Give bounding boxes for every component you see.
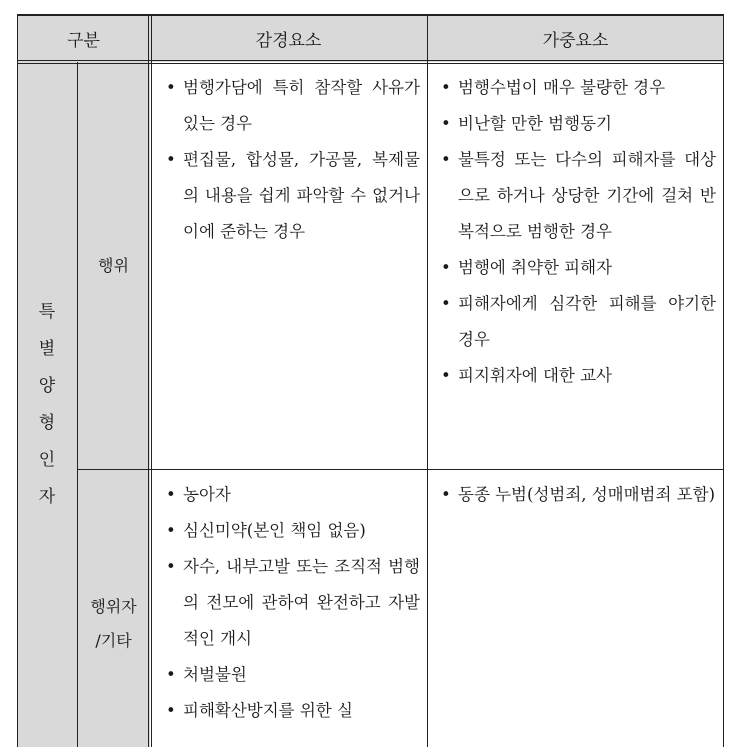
- col-divider-2b: [151, 14, 152, 747]
- border-left: [17, 14, 18, 747]
- header-rule-2: [17, 63, 724, 64]
- row-label-line: /기타: [95, 630, 132, 650]
- factor-item: • 비난할 만한 범행동기: [440, 106, 716, 142]
- row-act-aggravating-cell: [440, 70, 716, 394]
- header-rule-1: [17, 60, 724, 61]
- factor-item: • 심신미약(본인 책임 없음): [165, 513, 420, 549]
- factor-item: • 처벌불원: [165, 657, 420, 693]
- border-right: [723, 14, 724, 747]
- factor-item: • 농아자: [165, 477, 420, 513]
- section-label-char: 형: [38, 412, 56, 433]
- factor-item: • 편집물, 합성물, 가공물, 복제물의 내용을 쉽게 파악할 수 없거나 이에 준하는 경우: [165, 142, 420, 250]
- section-label-char: 별: [38, 338, 56, 359]
- header-mitigating: 감경요소: [150, 14, 427, 62]
- factor-item: • 범행에 취약한 피해자: [440, 250, 716, 286]
- factor-item: • 피해확산방지를 위한 실: [165, 693, 420, 729]
- factor-item: • 동종 누범(성범죄, 성매매범죄 포함): [440, 477, 716, 513]
- row-offender-mitigating-cell: [165, 477, 420, 729]
- section-label-char: 자: [38, 486, 56, 507]
- factor-item: • 범행가담에 특히 참작할 사유가 있는 경우: [165, 70, 420, 142]
- factor-item: • 피지휘자에 대한 교사: [440, 358, 716, 394]
- border-top: [17, 14, 724, 16]
- section-label-special-factors: [17, 62, 77, 747]
- row-divider: [77, 469, 724, 470]
- col-divider-3: [427, 14, 428, 747]
- section-label-char: 특: [38, 301, 56, 322]
- row-label-act: [77, 62, 150, 470]
- section-label-char: 양: [38, 375, 56, 396]
- sentencing-factors-table: [17, 14, 724, 747]
- header-aggravating: 가중요소: [427, 14, 724, 62]
- factor-item: • 불특정 또는 다수의 피해자를 대상으로 하거나 상당한 기간에 걸쳐 반복적으로 범행한 경우: [440, 142, 716, 250]
- factor-item: • 피해자에게 심각한 피해를 야기한 경우: [440, 286, 716, 358]
- row-label-line: 행위자: [90, 596, 137, 616]
- section-label-char: 인: [38, 449, 56, 470]
- factor-item: • 범행수법이 매우 불량한 경우: [440, 70, 716, 106]
- col-divider-1: [77, 62, 78, 747]
- header-category: 구분: [17, 14, 150, 62]
- factor-item: • 자수, 내부고발 또는 조직적 범행의 전모에 관하여 완전하고 자발적인 개시: [165, 549, 420, 657]
- row-label-offender-other: [77, 470, 150, 747]
- col-divider-2a: [148, 14, 149, 747]
- row-label-line: 행위: [98, 256, 129, 275]
- row-act-mitigating-cell: [165, 70, 420, 250]
- row-offender-aggravating-cell: [440, 477, 716, 513]
